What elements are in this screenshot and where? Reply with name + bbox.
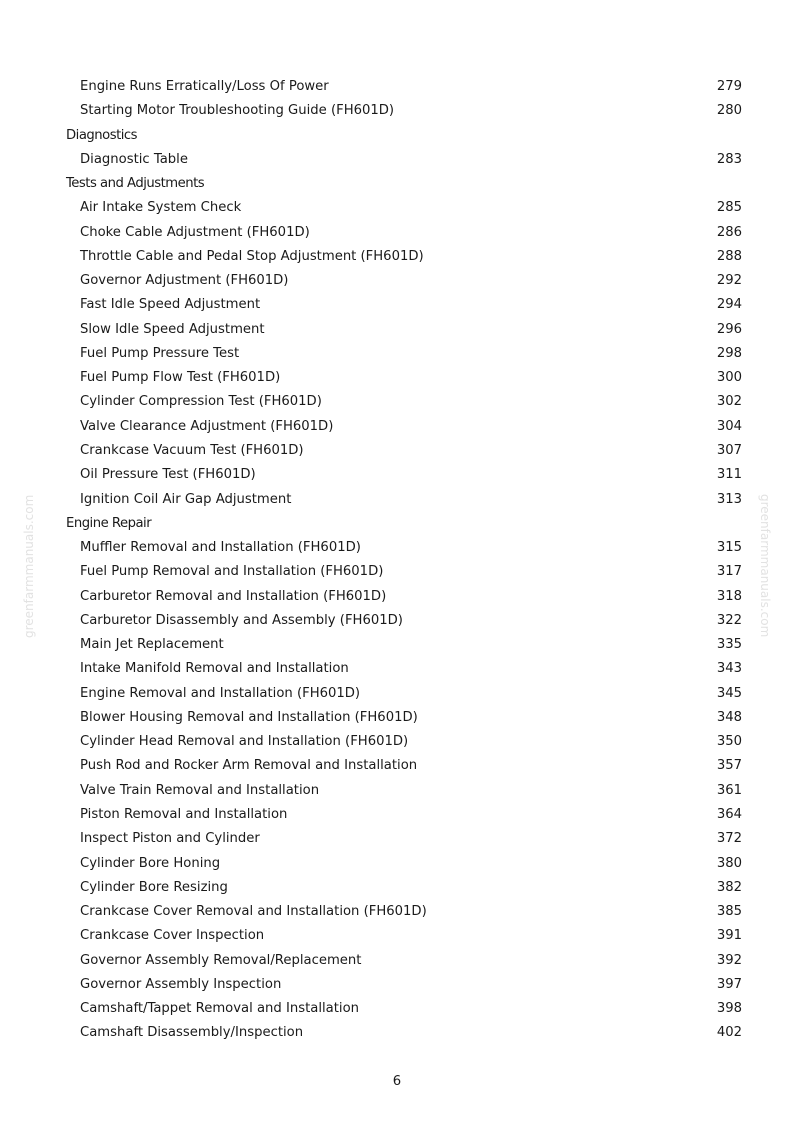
entry-page-number: 313 — [716, 491, 742, 507]
entry-page-number: 304 — [716, 418, 742, 434]
entry-page-number: 294 — [716, 297, 742, 313]
entry-page-number: 296 — [716, 321, 742, 337]
toc-entry[interactable] — [0, 827, 794, 851]
entry-title: Crankcase Cover Inspection — [80, 928, 265, 944]
entry-title: Cylinder Head Removal and Installation (FH601D) — [80, 734, 409, 750]
entry-page-number: 288 — [716, 248, 742, 264]
entry-title: Throttle Cable and Pedal Stop Adjustment (FH601D) — [80, 248, 424, 264]
entry-title: Governor Assembly Removal/Replacement — [80, 952, 362, 968]
entry-title: Cylinder Bore Honing — [80, 855, 221, 871]
toc-entry[interactable] — [0, 439, 794, 463]
toc-entry[interactable] — [0, 536, 794, 560]
toc-entry[interactable] — [0, 900, 794, 924]
entry-page-number: 357 — [716, 758, 742, 774]
entry-page-number: 279 — [716, 79, 742, 94]
entry-title: Intake Manifold Removal and Installation — [80, 661, 349, 677]
entry-title: Blower Housing Removal and Installation (FH601D) — [80, 709, 418, 725]
toc-entry[interactable] — [0, 75, 794, 99]
toc-entry[interactable] — [0, 585, 794, 609]
toc-section-heading — [0, 124, 794, 148]
entry-page-number: 361 — [716, 782, 742, 798]
entry-title: Crankcase Cover Removal and Installation (FH601D) — [80, 904, 427, 920]
entry-title: Inspect Piston and Cylinder — [80, 831, 260, 847]
entry-page-number: 315 — [716, 540, 742, 556]
entry-page-number: 300 — [716, 370, 742, 386]
toc-entry[interactable] — [0, 221, 794, 245]
entry-title: Governor Assembly Inspection — [80, 976, 282, 992]
entry-page-number: 372 — [716, 831, 742, 847]
toc-section-heading — [0, 172, 794, 196]
entry-title: Ignition Coil Air Gap Adjustment — [80, 491, 292, 507]
watermark-right: greenfarmmanuals.com — [758, 494, 772, 638]
entry-page-number: 392 — [716, 952, 742, 968]
entry-page-number: 286 — [716, 224, 742, 240]
toc-entry[interactable] — [0, 924, 794, 948]
entry-page-number: 385 — [716, 904, 742, 920]
toc-entry[interactable] — [0, 997, 794, 1021]
toc-entry[interactable] — [0, 415, 794, 439]
entry-page-number: 292 — [716, 273, 742, 289]
entry-title: Crankcase Vacuum Test (FH601D) — [80, 442, 304, 458]
entry-page-number: 322 — [716, 612, 742, 628]
entry-page-number: 382 — [716, 879, 742, 895]
page-number: 6 — [392, 1074, 402, 1089]
toc-entry[interactable] — [0, 245, 794, 269]
toc-entry[interactable] — [0, 852, 794, 876]
toc-entry[interactable] — [0, 682, 794, 706]
entry-title: Carburetor Removal and Installation (FH601D) — [80, 588, 387, 604]
entry-title: Fuel Pump Flow Test (FH601D) — [80, 370, 281, 386]
toc-entry[interactable] — [0, 318, 794, 342]
toc-entry[interactable] — [0, 876, 794, 900]
toc-entry[interactable] — [0, 148, 794, 172]
toc-entry[interactable] — [0, 560, 794, 584]
toc-entry[interactable] — [0, 463, 794, 487]
entry-page-number: 402 — [716, 1025, 742, 1041]
toc-entry[interactable] — [0, 779, 794, 803]
entry-title: Cylinder Bore Resizing — [80, 879, 228, 895]
entry-page-number: 318 — [716, 588, 742, 604]
entry-title: Camshaft Disassembly/Inspection — [80, 1025, 304, 1041]
entry-page-number: 307 — [716, 442, 742, 458]
toc-entry[interactable] — [0, 293, 794, 317]
toc-entry[interactable] — [0, 488, 794, 512]
toc-entry[interactable] — [0, 657, 794, 681]
entry-page-number: 335 — [716, 637, 742, 653]
entry-title: Carburetor Disassembly and Assembly (FH601D) — [80, 612, 403, 628]
toc-entry[interactable] — [0, 706, 794, 730]
entry-page-number: 397 — [716, 976, 742, 992]
entry-page-number: 398 — [716, 1001, 742, 1017]
entry-title: Starting Motor Troubleshooting Guide (FH601D) — [80, 103, 395, 119]
entry-page-number: 391 — [716, 928, 742, 944]
watermark-left: greenfarmmanuals.com — [22, 494, 36, 638]
entry-page-number: 302 — [716, 394, 742, 410]
entry-title: Slow Idle Speed Adjustment — [80, 321, 265, 337]
toc-entry[interactable] — [0, 342, 794, 366]
entry-title: Fuel Pump Pressure Test — [80, 345, 240, 361]
entry-page-number: 298 — [716, 345, 742, 361]
toc-entry[interactable] — [0, 730, 794, 754]
entry-title: Muffler Removal and Installation (FH601D) — [80, 540, 361, 556]
toc-entry[interactable] — [0, 390, 794, 414]
toc-entry[interactable] — [0, 269, 794, 293]
entry-title: Fast Idle Speed Adjustment — [80, 297, 261, 313]
entry-page-number: 283 — [716, 151, 742, 167]
section-title: Engine Repair — [66, 515, 152, 531]
entry-page-number: 348 — [716, 709, 742, 725]
entry-page-number: 350 — [716, 734, 742, 750]
entry-page-number: 364 — [716, 806, 742, 822]
entry-title: Engine Removal and Installation (FH601D) — [80, 685, 361, 701]
toc-entry[interactable] — [0, 366, 794, 390]
entry-title: Piston Removal and Installation — [80, 806, 288, 822]
entry-title: Governor Adjustment (FH601D) — [80, 273, 289, 289]
toc-entry[interactable] — [0, 196, 794, 220]
toc-entry[interactable] — [0, 633, 794, 657]
entry-title: Valve Clearance Adjustment (FH601D) — [80, 418, 334, 434]
entry-title: Camshaft/Tappet Removal and Installation — [80, 1001, 360, 1017]
entry-title: Oil Pressure Test (FH601D) — [80, 467, 256, 483]
entry-page-number: 311 — [716, 467, 742, 483]
entry-title: Valve Train Removal and Installation — [80, 782, 320, 798]
entry-page-number: 317 — [716, 564, 742, 580]
entry-title: Air Intake System Check — [80, 200, 242, 216]
toc-entry[interactable] — [0, 803, 794, 827]
toc-entry[interactable] — [0, 949, 794, 973]
toc-entry[interactable] — [0, 754, 794, 778]
entry-title: Fuel Pump Removal and Installation (FH601D) — [80, 564, 384, 580]
toc-entry[interactable] — [0, 609, 794, 633]
entry-title: Cylinder Compression Test (FH601D) — [80, 394, 322, 410]
entry-page-number: 345 — [716, 685, 742, 701]
entry-page-number: 380 — [716, 855, 742, 871]
section-title: Diagnostics — [66, 127, 138, 143]
entry-title: Main Jet Replacement — [80, 637, 224, 653]
entry-title: Choke Cable Adjustment (FH601D) — [80, 224, 310, 240]
toc-entry[interactable] — [0, 1021, 794, 1045]
table-of-contents — [0, 75, 794, 1046]
entry-title: Push Rod and Rocker Arm Removal and Installation — [80, 758, 418, 774]
toc-section-heading — [0, 512, 794, 536]
entry-page-number: 280 — [716, 103, 742, 119]
entry-title: Diagnostic Table — [80, 151, 188, 167]
section-title: Tests and Adjustments — [66, 176, 205, 192]
entry-page-number: 285 — [716, 200, 742, 216]
toc-entry[interactable] — [0, 973, 794, 997]
toc-entry[interactable] — [0, 99, 794, 123]
entry-page-number: 343 — [716, 661, 742, 677]
entry-title: Engine Runs Erratically/Loss Of Power — [80, 79, 329, 94]
